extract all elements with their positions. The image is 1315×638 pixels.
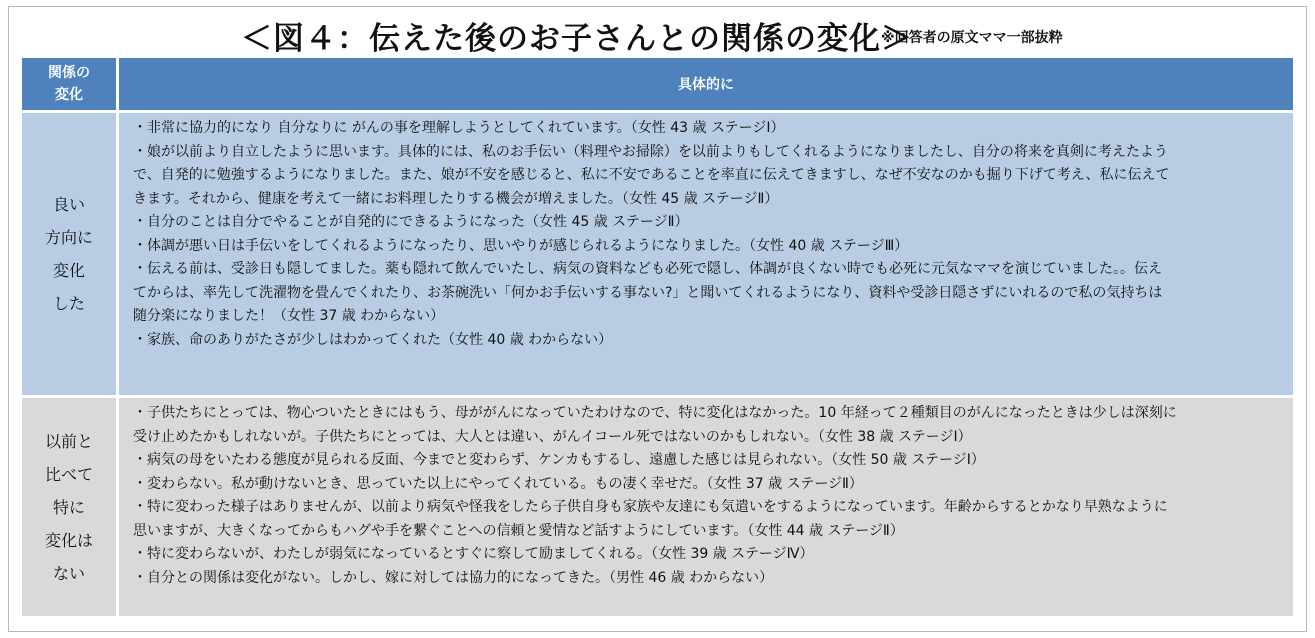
category-line: 比べて <box>44 464 93 484</box>
comment-line: ・自分との関係は変化がない。しかし、嫁に対しては協力的になってきた。（男性 46 歳 わからない） <box>133 569 774 586</box>
relationship-change-table <box>19 55 1296 619</box>
title-row <box>9 9 1306 55</box>
category-cell-positive <box>22 113 116 395</box>
category-cell-no-change <box>22 398 116 616</box>
table-row-positive <box>22 113 1293 395</box>
category-line: ない <box>52 563 85 583</box>
header-category-line-1: 関係の <box>48 65 90 81</box>
category-line: 変化は <box>44 530 93 550</box>
comment-line: ・伝える前は、受診日も隠してました。薬も隠れて飲んでいたし、病気の資料なども必死で隠し、体調が良くない時でも必死に元気なママを演じていました。。伝え <box>133 261 1162 277</box>
comment-line: ・子供たちにとっては、物心ついたときにはもう、母ががんになっていたわけなので、特に変化はなかった。10 年経って２種類目のがんになったときは少しは深刻に <box>133 405 1177 421</box>
header-detail: 具体的に <box>119 58 1293 110</box>
comment-line: てからは、率先して洗濯物を畳んでくれたり、お茶碗洗い「何かお手伝いする事ない?」と聞いてくれるようになり、資料や受診日隠さずにいれるので私の気持ちは <box>133 284 1163 301</box>
comment-line: ・病気の母をいたわる態度が見られる反面、今までと変わらず、ケンカもするし、遠慮した感じは見られない。（女性 50 歳 ステージⅠ） <box>133 452 985 468</box>
comment-line: ・特に変わった様子はありませんが、以前より病気や怪我をしたら子供自身も家族や友達にも気遣いをするようになっています。年齢からするとかなり早熟なように <box>133 499 1168 515</box>
detail-cell-no-change <box>119 398 1293 616</box>
source-note: ※回答者の原文ママ一部抜粋 <box>881 30 1063 46</box>
header-category <box>22 58 116 110</box>
figure-frame <box>8 6 1307 632</box>
table-row-no-change <box>22 398 1293 616</box>
comment-line: ・非常に協力的になり 自分なりに がんの事を理解しようとしてくれています。（女性 43 歳 ステージⅠ） <box>133 120 785 136</box>
category-line: 特に <box>52 497 85 517</box>
comment-line: で、自発的に勉強するようになりました。また、娘が不安を感じると、私に不安であることを率直に伝えてきますし、なぜ不安なのかも掘り下げて考え、私に伝えて <box>133 167 1170 183</box>
comment-line: ・家族、命のありがたさが少しはわかってくれた（女性 40 歳 わからない） <box>133 331 613 348</box>
category-line: 以前と <box>44 431 93 451</box>
category-line: 変化 <box>52 261 85 280</box>
comment-line: ・娘が以前より自立したように思います。具体的には、私のお手伝い（料理やお掃除）を以前よりもしてくれるようになりましたし、自分の将来を真剣に考えたよう <box>133 143 1168 160</box>
figure-title: ＜図４：伝えた後のお子さんとの関係の変化＞ <box>241 21 913 57</box>
comment-line: きます。それから、健康を考えて一緒にお料理したりする機会が増えました。（女性 45 歳 ステージⅡ） <box>133 190 779 207</box>
comment-line: ・自分のことは自分でやることが自発的にできるようになった（女性 45 歳 ステージⅡ） <box>133 214 689 230</box>
comment-line: ・変わらない。私が動けないとき、思っていた以上にやってくれている。もの凄く幸せだ。（女性 37 歳 ステージⅡ） <box>133 475 863 492</box>
comment-line: ・体調が悪い日は手伝いをしてくれるようになったり、思いやりが感じられるようになりました。（女性 40 歳 ステージⅢ） <box>133 237 909 254</box>
header-row <box>22 58 1293 110</box>
comment-line: 随分楽になりました！（女性 37 歳 わからない） <box>133 308 445 324</box>
detail-cell-positive <box>119 113 1293 395</box>
comment-line: 思いますが、大きくなってからもハグや手を繋ぐことへの信頼と愛情など話すようにしています。（女性 44 歳 ステージⅡ） <box>133 522 904 539</box>
category-line: 方向に <box>44 228 93 247</box>
header-category-line-2: 変化 <box>55 87 83 103</box>
comment-line: ・特に変わらないが、わたしが弱気になっているとすぐに察して励ましてくれる。（女性 39 歳 ステージⅣ） <box>133 546 814 562</box>
category-line: 良い <box>52 195 85 214</box>
category-line: した <box>52 294 85 313</box>
comment-line: 受け止めたかもしれないが。子供たちにとっては、大人とは違い、がんイコール死ではないのかもしれない。（女性 38 歳 ステージⅠ） <box>133 428 972 445</box>
